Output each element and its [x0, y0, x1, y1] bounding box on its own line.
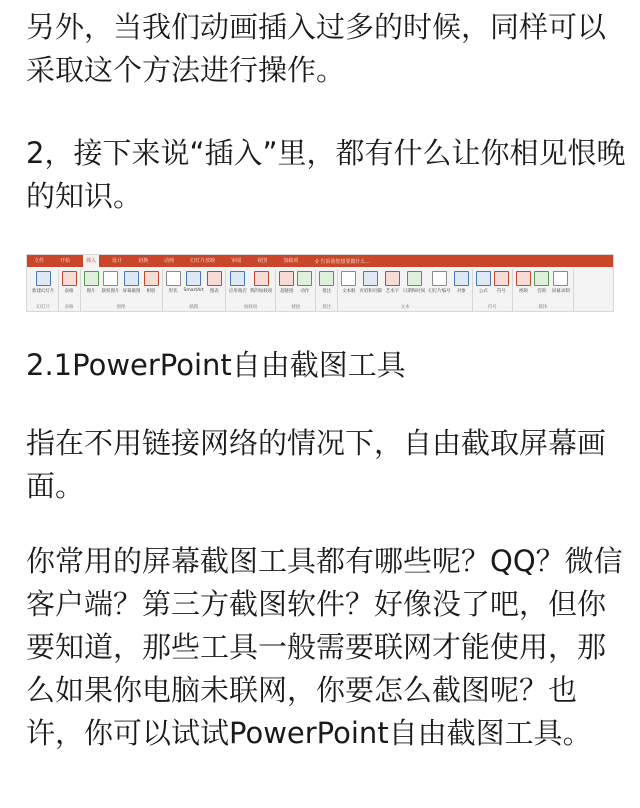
ribbon-tab: 开始	[60, 258, 71, 264]
ribbon-command	[385, 269, 400, 304]
ribbon-command-icon	[124, 271, 139, 286]
ribbon-command-icon	[103, 271, 118, 286]
ribbon-command-icon	[62, 271, 77, 286]
ribbon-command	[534, 269, 549, 304]
ribbon-command	[297, 269, 312, 304]
ribbon-command	[166, 269, 181, 304]
powerpoint-ribbon-screenshot	[26, 254, 614, 312]
ribbon-command-icon	[385, 271, 400, 286]
paragraph-insert-intro: 2，接下来说“插入”里，都有什么让你相见恨晚的知识。	[26, 136, 626, 213]
ribbon-command	[476, 269, 491, 304]
ribbon-group-label: 符号	[487, 305, 497, 310]
ribbon-command	[144, 269, 159, 304]
ribbon-command	[123, 269, 141, 304]
ribbon-tab: 切换	[138, 258, 149, 264]
ribbon-command-label: 表格	[64, 289, 74, 294]
ribbon-command	[319, 269, 334, 304]
ribbon-tab: 审阅	[231, 258, 242, 264]
ribbon-command-label: SmartArt	[183, 288, 204, 293]
ribbon-command-icon	[186, 271, 201, 286]
ribbon-command	[494, 269, 509, 304]
ribbon-command	[428, 269, 451, 304]
ribbon-command-label: 新建幻灯片	[32, 289, 55, 294]
ribbon-command-label: 日期和时间	[402, 289, 426, 294]
ribbon-group	[81, 269, 163, 311]
ribbon-command-label: 动作	[300, 289, 310, 294]
ribbon-command-icon	[553, 271, 568, 286]
ribbon-command-icon	[319, 271, 334, 286]
ribbon-command	[84, 269, 99, 304]
ribbon-command-icon	[254, 271, 269, 286]
ribbon-tab: 视图	[257, 258, 268, 264]
ribbon-group-label: 幻灯片	[36, 305, 50, 310]
ribbon-group	[29, 269, 59, 311]
ribbon-command-label: 形状	[168, 289, 178, 294]
ribbon-command-label: 幻灯片编号	[428, 289, 451, 294]
ribbon-command	[250, 269, 273, 304]
ribbon-command-label: 联机图片	[101, 289, 120, 294]
ribbon-group-label: 文本	[400, 305, 410, 310]
ribbon-command	[32, 269, 55, 304]
ribbon-group	[473, 269, 513, 311]
ribbon-group-label: 表格	[64, 305, 74, 310]
ribbon-command-label: 应用商店	[228, 289, 247, 294]
ribbon-tab: 设计	[112, 258, 123, 264]
ribbon-command-label: 视频	[518, 289, 528, 294]
ribbon-command-label: 我的加载项	[249, 289, 273, 294]
ribbon-command-icon	[36, 271, 51, 286]
ribbon-group	[226, 269, 277, 311]
ribbon-group	[59, 269, 81, 311]
ribbon-command	[454, 269, 469, 304]
ribbon-command	[279, 269, 294, 304]
ribbon-command-label: 文本框	[342, 289, 356, 294]
ribbon-tab: 文件	[34, 258, 45, 264]
ribbon-command-icon	[432, 271, 447, 286]
ribbon-command-label: 超链接	[280, 289, 294, 294]
ribbon-tab: 幻灯片放映	[190, 258, 216, 264]
ribbon-command	[207, 269, 222, 304]
ribbon-tab: 加载项	[283, 258, 299, 264]
ribbon-command-label: 相册	[146, 289, 156, 294]
ribbon-command-label: 批注	[322, 289, 332, 294]
ribbon-group-label: 批注	[322, 305, 332, 310]
ribbon-tab-bar	[27, 255, 613, 267]
ribbon-command-icon	[516, 271, 531, 286]
ribbon-command	[341, 269, 356, 304]
ribbon-command	[229, 269, 247, 304]
ribbon-command-icon	[341, 271, 356, 286]
ribbon-command-icon	[454, 271, 469, 286]
ribbon-command	[403, 269, 426, 304]
ribbon-tell-me: ♀ 告诉我您想要做什么...	[315, 258, 371, 265]
ribbon-group	[513, 269, 574, 311]
ribbon-group-label: 链接	[291, 305, 301, 310]
ribbon-command-icon	[230, 271, 245, 286]
paragraph-explanation: 你常用的屏幕截图工具都有哪些呢？QQ？微信客户端？第三方截图软件？好像没了吧，但你要知道，那些工具一般需要联网才能使用，那么如果你电脑未联网，你要怎么截图呢？也许，你可以试试PowerPoint自由截图工具。	[26, 544, 623, 750]
ribbon-command-icon	[407, 271, 422, 286]
ribbon-group	[163, 269, 226, 311]
paragraph-definition: 指在不用链接网络的情况下，自由截取屏幕画面。	[26, 426, 607, 503]
ribbon-command-label: 对象	[456, 289, 466, 294]
ribbon-command	[184, 269, 204, 304]
ribbon-command-icon	[297, 271, 312, 286]
ribbon-command-icon	[84, 271, 99, 286]
ribbon-command	[62, 269, 77, 304]
ribbon-command-label: 图表	[209, 289, 219, 294]
ribbon-tab: 插入	[83, 255, 99, 267]
ribbon-group	[276, 269, 316, 311]
ribbon-command-label: 公式	[478, 289, 488, 294]
ribbon-group-label: 插图	[189, 305, 199, 310]
ribbon-group-label: 媒体	[538, 305, 548, 310]
ribbon-command-label: 页眉和页脚	[359, 289, 382, 294]
ribbon-group-label: 加载项	[243, 305, 258, 310]
ribbon-body	[27, 267, 613, 311]
paragraph-animation-tip: 另外，当我们动画插入过多的时候，同样可以采取这个方法进行操作。	[26, 10, 607, 87]
ribbon-command-icon	[534, 271, 549, 286]
ribbon-command	[102, 269, 120, 304]
ribbon-command-icon	[166, 271, 181, 286]
ribbon-command-label: 图片	[86, 289, 96, 294]
ribbon-group	[338, 269, 473, 311]
ribbon-command	[359, 269, 382, 304]
ribbon-command	[516, 269, 531, 304]
ribbon-command-label: 屏幕录制	[551, 289, 570, 294]
ribbon-command-label: 音频	[536, 289, 546, 294]
section-heading: 2.1PowerPoint自由截图工具	[26, 348, 406, 382]
ribbon-command-label: 艺术字	[385, 289, 400, 294]
ribbon-command-icon	[279, 271, 294, 286]
ribbon-command-icon	[144, 271, 159, 286]
ribbon-command-icon	[207, 271, 222, 286]
ribbon-command-label: 符号	[496, 289, 506, 294]
ribbon-tab: 动画	[164, 258, 175, 264]
ribbon-command	[552, 269, 570, 304]
ribbon-command-icon	[476, 271, 491, 286]
ribbon-group-label: 图像	[116, 305, 126, 310]
ribbon-group	[316, 269, 338, 311]
ribbon-command-icon	[494, 271, 509, 286]
ribbon-command-label: 屏幕截图	[122, 289, 141, 294]
ribbon-command-icon	[363, 271, 378, 286]
